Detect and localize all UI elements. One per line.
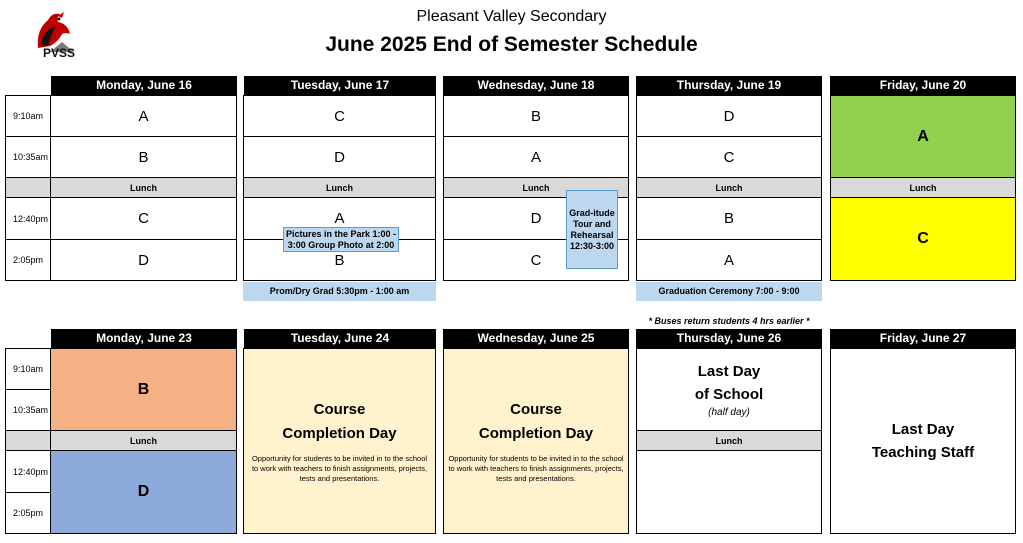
lunch-row: Lunch <box>443 177 629 198</box>
lunch-row: Lunch <box>50 177 237 198</box>
last-day-line2: of School <box>694 385 764 403</box>
time-slot-1: 9:10am <box>5 95 51 137</box>
grad-tour-note: Grad-itude Tour and Rehearsal 12:30-3:00 <box>566 190 618 269</box>
day-header-tue-2: Tuesday, June 24 <box>244 329 436 348</box>
period-cell: D <box>50 239 237 281</box>
school-name: Pleasant Valley Secondary <box>416 8 607 25</box>
svg-text:PVSS: PVSS <box>42 46 76 60</box>
lunch-row: Lunch <box>636 430 822 451</box>
staff-line2: Teaching Staff <box>871 444 975 461</box>
period-cell-merged: A <box>830 95 1016 178</box>
empty-afternoon <box>636 450 822 534</box>
period-cell-merged: B <box>50 348 237 431</box>
period-cell: A <box>636 239 822 281</box>
day-header-fri-2: Friday, June 27 <box>830 329 1016 348</box>
period-cell: B <box>243 239 436 281</box>
period-cell: D <box>243 136 436 178</box>
lunch-row: Lunch <box>830 177 1016 198</box>
course-title-line1: Course <box>510 401 562 418</box>
time-slot-2: 10:35am <box>5 389 51 431</box>
course-title-line2: Completion Day <box>282 425 397 442</box>
course-completion-day <box>243 348 436 534</box>
period-cell: A <box>50 95 237 137</box>
period-cell-merged: D <box>50 450 237 534</box>
time-slot-2: 10:35am <box>5 136 51 178</box>
day-header-fri-1: Friday, June 20 <box>830 76 1016 95</box>
period-cell: B <box>636 197 822 240</box>
period-cell: C <box>50 197 237 240</box>
pictures-note: Pictures in the Park 1:00 - 3:00 Group Photo at 2:00 <box>283 227 399 252</box>
prom-note: Prom/Dry Grad 5:30pm - 1:00 am <box>243 282 436 301</box>
period-cell: C <box>636 136 822 178</box>
lunch-row: Lunch <box>50 430 237 451</box>
day-header-tue-1: Tuesday, June 17 <box>244 76 436 95</box>
period-cell: B <box>50 136 237 178</box>
period-cell-merged: C <box>830 197 1016 281</box>
buses-note: * Buses return students 4 hrs earlier * <box>648 316 810 326</box>
day-header-thu-1: Thursday, June 19 <box>636 76 822 95</box>
course-completion-day <box>443 348 629 534</box>
course-description: Opportunity for students to be invited in to the school to work with teachers to finish assignments, projects, tests and presentations. <box>251 454 428 483</box>
course-title-line2: Completion Day <box>478 425 594 442</box>
day-header-mon-2: Monday, June 23 <box>51 329 237 348</box>
day-header-thu-2: Thursday, June 26 <box>636 329 822 348</box>
period-cell: C <box>443 239 629 281</box>
course-title-line1: Course <box>313 401 366 418</box>
time-slot-3: 12:40pm <box>5 450 51 493</box>
half-day-note: (half day) <box>708 406 750 418</box>
last-day-of-school <box>636 348 822 431</box>
period-cell: A <box>443 136 629 178</box>
page-title: June 2025 End of Semester Schedule <box>325 33 698 56</box>
time-slot-4: 2:05pm <box>5 239 51 281</box>
day-header-mon-1: Monday, June 16 <box>51 76 237 95</box>
period-cell: A <box>243 197 436 240</box>
day-header-wed-2: Wednesday, June 25 <box>443 329 629 348</box>
time-slot-1: 9:10am <box>5 348 51 390</box>
last-day-line1: Last Day <box>697 362 761 380</box>
graduation-note: Graduation Ceremony 7:00 - 9:00 <box>636 282 822 301</box>
period-cell: D <box>443 197 629 240</box>
time-slot-4: 2:05pm <box>5 492 51 534</box>
day-header-wed-1: Wednesday, June 18 <box>443 76 629 95</box>
lunch-row: Lunch <box>243 177 436 198</box>
lunch-row: Lunch <box>636 177 822 198</box>
time-slot-3: 12:40pm <box>5 197 51 240</box>
period-cell: D <box>636 95 822 137</box>
time-lunch-blank <box>5 430 51 451</box>
period-cell: C <box>243 95 436 137</box>
staff-line1: Last Day <box>891 421 955 438</box>
last-day-teaching-staff <box>830 348 1016 534</box>
time-lunch-blank <box>5 177 51 198</box>
period-cell: B <box>443 95 629 137</box>
course-description: Opportunity for students to be invited in to the school to work with teachers to finish assignments, projects, tests and presentations. <box>448 454 624 483</box>
